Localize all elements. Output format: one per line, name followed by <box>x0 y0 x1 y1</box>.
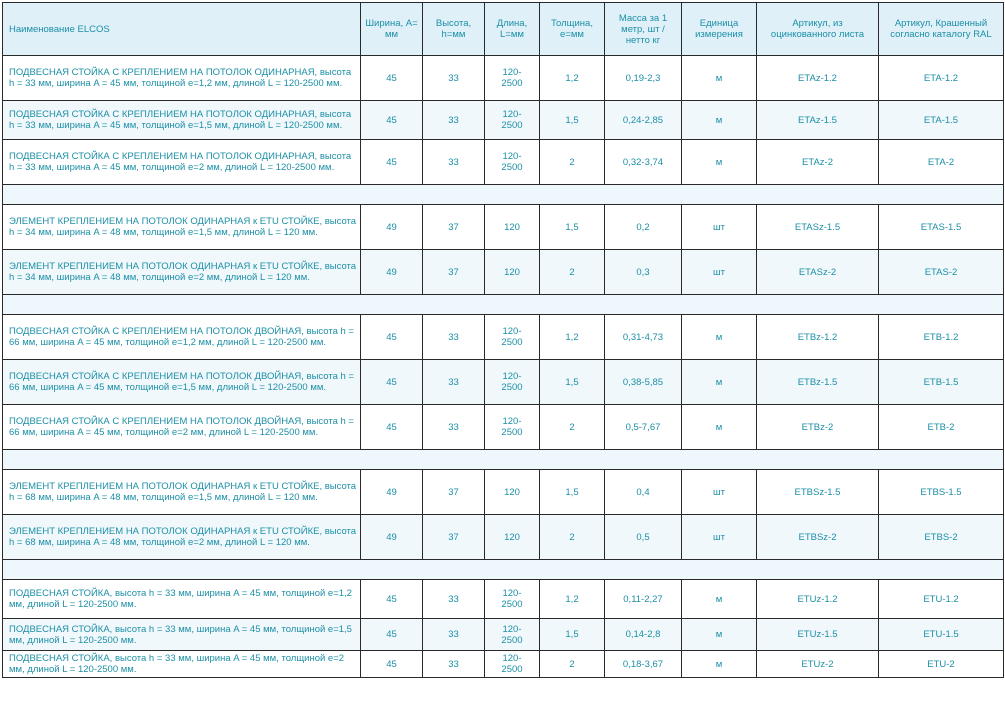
header-height: Высота, h=мм <box>423 3 485 56</box>
header-thickness: Толщина, e=мм <box>540 3 605 56</box>
cell-article-galvanized: ETBz-1.5 <box>757 360 879 405</box>
product-table <box>2 2 1004 678</box>
table-row <box>3 101 1004 140</box>
length-part-1: 120- <box>502 588 522 599</box>
cell-name: ПОДВЕСНАЯ СТОЙКА, высота h = 33 мм, ширина A = 45 мм, толщиной e=2 мм, длиной L = 120-2500 мм. <box>3 651 361 678</box>
cell-unit: шт <box>682 470 757 515</box>
cell-article-ral: ETBS-2 <box>879 515 1004 560</box>
cell-article-ral: ETU-2 <box>879 651 1004 678</box>
cell-article-galvanized: ETBSz-2 <box>757 515 879 560</box>
cell-unit: м <box>682 140 757 185</box>
cell-mass: 0,24-2,85 <box>605 101 682 140</box>
length-part-1: 120- <box>502 371 522 382</box>
cell-height: 33 <box>423 360 485 405</box>
length-part-1: 120- <box>502 416 522 427</box>
cell-width: 45 <box>361 360 423 405</box>
spacer-row <box>3 185 1004 205</box>
cell-height: 33 <box>423 405 485 450</box>
cell-thickness: 1,5 <box>540 470 605 515</box>
cell-mass: 0,3 <box>605 250 682 295</box>
cell-mass: 0,5-7,67 <box>605 405 682 450</box>
cell-name: ПОДВЕСНАЯ СТОЙКА, высота h = 33 мм, ширина A = 45 мм, толщиной e=1,5 мм, длиной L = 120-2500 мм. <box>3 619 361 651</box>
cell-mass: 0,18-3,67 <box>605 651 682 678</box>
cell-article-galvanized: ETASz-2 <box>757 250 879 295</box>
cell-length: 120 <box>485 205 540 250</box>
cell-thickness: 2 <box>540 250 605 295</box>
cell-thickness: 2 <box>540 140 605 185</box>
header-width: Ширина, A= мм <box>361 3 423 56</box>
cell-article-galvanized: ETBz-2 <box>757 405 879 450</box>
cell-height: 33 <box>423 315 485 360</box>
length-part-1: 120- <box>502 326 522 337</box>
table-row <box>3 205 1004 250</box>
cell-unit: м <box>682 619 757 651</box>
cell-thickness: 1,5 <box>540 619 605 651</box>
cell-height: 33 <box>423 140 485 185</box>
cell-name: ЭЛЕМЕНТ КРЕПЛЕНИЕМ НА ПОТОЛОК ОДИНАРНАЯ к ETU СТОЙКЕ, высота h = 34 мм, ширина A = 48 мм, толщиной e=1,5 мм, длиной L = 120 мм. <box>3 205 361 250</box>
cell-width: 45 <box>361 619 423 651</box>
length-part-1: 120- <box>502 623 522 635</box>
cell-width: 45 <box>361 580 423 619</box>
cell-mass: 0,5 <box>605 515 682 560</box>
cell-unit: м <box>682 56 757 101</box>
cell-width: 45 <box>361 56 423 101</box>
cell-name: ПОДВЕСНАЯ СТОЙКА С КРЕПЛЕНИЕМ НА ПОТОЛОК ДВОЙНАЯ, высота h = 66 мм, ширина A = 45 мм, толщиной e=2 мм, длиной L = 120-2500 мм. <box>3 405 361 450</box>
length-part-1: 120- <box>502 109 522 120</box>
cell-article-ral: ETB-1.5 <box>879 360 1004 405</box>
cell-name: ПОДВЕСНАЯ СТОЙКА С КРЕПЛЕНИЕМ НА ПОТОЛОК ОДИНАРНАЯ, высота h = 33 мм, ширина A = 45 мм, толщиной e=1,5 мм, длиной L = 120-2500 мм. <box>3 101 361 140</box>
table-header-row <box>3 3 1004 56</box>
length-part-2: 2500 <box>501 382 523 393</box>
cell-length: 120 <box>485 470 540 515</box>
cell-width: 49 <box>361 515 423 560</box>
table-row <box>3 619 1004 651</box>
cell-article-galvanized: ETBSz-1.5 <box>757 470 879 515</box>
spacer-row <box>3 450 1004 470</box>
cell-article-ral: ETA-1.5 <box>879 101 1004 140</box>
cell-article-ral: ETB-2 <box>879 405 1004 450</box>
cell-height: 37 <box>423 470 485 515</box>
cell-height: 33 <box>423 56 485 101</box>
cell-name: ЭЛЕМЕНТ КРЕПЛЕНИЕМ НА ПОТОЛОК ОДИНАРНАЯ к ETU СТОЙКЕ, высота h = 68 мм, ширина A = 48 мм, толщиной e=2 мм, длиной L = 120 мм. <box>3 515 361 560</box>
cell-mass: 0,2 <box>605 205 682 250</box>
cell-length <box>485 315 540 360</box>
cell-width: 45 <box>361 315 423 360</box>
cell-width: 49 <box>361 205 423 250</box>
cell-width: 45 <box>361 101 423 140</box>
cell-thickness: 1,5 <box>540 360 605 405</box>
cell-width: 45 <box>361 651 423 678</box>
table-row <box>3 140 1004 185</box>
cell-height: 37 <box>423 515 485 560</box>
cell-unit: шт <box>682 250 757 295</box>
cell-name: ЭЛЕМЕНТ КРЕПЛЕНИЕМ НА ПОТОЛОК ОДИНАРНАЯ к ETU СТОЙКЕ, высота h = 68 мм, ширина A = 48 мм, толщиной e=1,5 мм, длиной L = 120 мм. <box>3 470 361 515</box>
cell-unit: м <box>682 580 757 619</box>
cell-unit: м <box>682 101 757 140</box>
cell-article-galvanized: ETUz-2 <box>757 651 879 678</box>
cell-unit: шт <box>682 205 757 250</box>
length-part-2: 2500 <box>501 120 523 131</box>
header-length: Длина, L=мм <box>485 3 540 56</box>
cell-name: ЭЛЕМЕНТ КРЕПЛЕНИЕМ НА ПОТОЛОК ОДИНАРНАЯ к ETU СТОЙКЕ, высота h = 34 мм, ширина A = 48 мм, толщиной e=2 мм, длиной L = 120 мм. <box>3 250 361 295</box>
cell-mass: 0,38-5,85 <box>605 360 682 405</box>
table-row <box>3 360 1004 405</box>
cell-length <box>485 580 540 619</box>
cell-thickness: 2 <box>540 651 605 678</box>
header-article-ral: Артикул, Крашенный согласно каталогу RAL <box>879 3 1004 56</box>
cell-article-galvanized: ETAz-1.2 <box>757 56 879 101</box>
table-row <box>3 651 1004 678</box>
cell-length <box>485 651 540 678</box>
cell-article-ral: ETAS-2 <box>879 250 1004 295</box>
length-part-2: 2500 <box>501 162 523 173</box>
spacer-row <box>3 295 1004 315</box>
cell-unit: м <box>682 360 757 405</box>
header-name: Наименование ELCOS <box>3 3 361 56</box>
header-article-galvanized: Артикул, из оцинкованного листа <box>757 3 879 56</box>
cell-width: 49 <box>361 250 423 295</box>
cell-article-ral: ETU-1.5 <box>879 619 1004 651</box>
cell-length <box>485 405 540 450</box>
cell-name: ПОДВЕСНАЯ СТОЙКА С КРЕПЛЕНИЕМ НА ПОТОЛОК ДВОЙНАЯ, высота h = 66 мм, ширина A = 45 мм, толщиной e=1,2 мм, длиной L = 120-2500 мм. <box>3 315 361 360</box>
cell-unit: шт <box>682 515 757 560</box>
cell-article-ral: ETB-1.2 <box>879 315 1004 360</box>
length-part-2: 2500 <box>501 427 523 438</box>
cell-name: ПОДВЕСНАЯ СТОЙКА С КРЕПЛЕНИЕМ НА ПОТОЛОК ОДИНАРНАЯ, высота h = 33 мм, ширина A = 45 мм, толщиной e=2 мм, длиной L = 120-2500 мм. <box>3 140 361 185</box>
cell-article-galvanized: ETASz-1.5 <box>757 205 879 250</box>
cell-article-ral: ETU-1.2 <box>879 580 1004 619</box>
length-part-2: 2500 <box>501 337 523 348</box>
cell-length: 120 <box>485 250 540 295</box>
spacer-cell <box>3 450 1004 470</box>
header-mass: Масса за 1 метр, шт / нетто кг <box>605 3 682 56</box>
cell-article-ral: ETA-2 <box>879 140 1004 185</box>
cell-mass: 0,19-2,3 <box>605 56 682 101</box>
table-row <box>3 515 1004 560</box>
cell-name: ПОДВЕСНАЯ СТОЙКА С КРЕПЛЕНИЕМ НА ПОТОЛОК ОДИНАРНАЯ, высота h = 33 мм, ширина A = 45 мм, толщиной e=1,2 мм, длиной L = 120-2500 мм. <box>3 56 361 101</box>
cell-article-ral: ETA-1.2 <box>879 56 1004 101</box>
length-part-2: 2500 <box>501 599 523 610</box>
cell-article-galvanized: ETUz-1.5 <box>757 619 879 651</box>
cell-height: 37 <box>423 205 485 250</box>
cell-article-galvanized: ETUz-1.2 <box>757 580 879 619</box>
cell-article-ral: ETBS-1.5 <box>879 470 1004 515</box>
cell-length <box>485 101 540 140</box>
length-part-2: 2500 <box>501 634 523 646</box>
cell-unit: м <box>682 405 757 450</box>
spacer-cell <box>3 295 1004 315</box>
cell-article-ral: ETAS-1.5 <box>879 205 1004 250</box>
spacer-cell <box>3 560 1004 580</box>
cell-unit: м <box>682 651 757 678</box>
cell-name: ПОДВЕСНАЯ СТОЙКА, высота h = 33 мм, ширина A = 45 мм, толщиной e=1,2 мм, длиной L = 120-2500 мм. <box>3 580 361 619</box>
cell-length: 120 <box>485 515 540 560</box>
cell-height: 33 <box>423 580 485 619</box>
length-part-2: 2500 <box>501 664 523 675</box>
cell-mass: 0,11-2,27 <box>605 580 682 619</box>
cell-thickness: 2 <box>540 515 605 560</box>
length-part-2: 2500 <box>501 78 523 89</box>
cell-height: 33 <box>423 651 485 678</box>
cell-mass: 0,31-4,73 <box>605 315 682 360</box>
cell-mass: 0,14-2,8 <box>605 619 682 651</box>
cell-length <box>485 140 540 185</box>
length-part-1: 120- <box>502 653 522 664</box>
table-row <box>3 250 1004 295</box>
cell-mass: 0,32-3,74 <box>605 140 682 185</box>
cell-width: 45 <box>361 140 423 185</box>
cell-mass: 0,4 <box>605 470 682 515</box>
cell-length <box>485 619 540 651</box>
table-row <box>3 315 1004 360</box>
cell-thickness: 1,2 <box>540 56 605 101</box>
cell-length <box>485 56 540 101</box>
cell-height: 37 <box>423 250 485 295</box>
cell-height: 33 <box>423 101 485 140</box>
cell-width: 45 <box>361 405 423 450</box>
cell-thickness: 1,5 <box>540 101 605 140</box>
cell-unit: м <box>682 315 757 360</box>
cell-thickness: 2 <box>540 405 605 450</box>
table-row <box>3 580 1004 619</box>
cell-length <box>485 360 540 405</box>
spacer-cell <box>3 185 1004 205</box>
table-row <box>3 405 1004 450</box>
cell-thickness: 1,2 <box>540 315 605 360</box>
cell-article-galvanized: ETAz-2 <box>757 140 879 185</box>
cell-thickness: 1,5 <box>540 205 605 250</box>
table-row <box>3 56 1004 101</box>
cell-article-galvanized: ETAz-1.5 <box>757 101 879 140</box>
cell-height: 33 <box>423 619 485 651</box>
spacer-row <box>3 560 1004 580</box>
cell-article-galvanized: ETBz-1.2 <box>757 315 879 360</box>
header-unit: Единица измерения <box>682 3 757 56</box>
length-part-1: 120- <box>502 67 522 78</box>
cell-width: 49 <box>361 470 423 515</box>
table-row <box>3 470 1004 515</box>
cell-thickness: 1,2 <box>540 580 605 619</box>
cell-name: ПОДВЕСНАЯ СТОЙКА С КРЕПЛЕНИЕМ НА ПОТОЛОК ДВОЙНАЯ, высота h = 66 мм, ширина A = 45 мм, толщиной e=1,5 мм, длиной L = 120-2500 мм. <box>3 360 361 405</box>
length-part-1: 120- <box>502 151 522 162</box>
